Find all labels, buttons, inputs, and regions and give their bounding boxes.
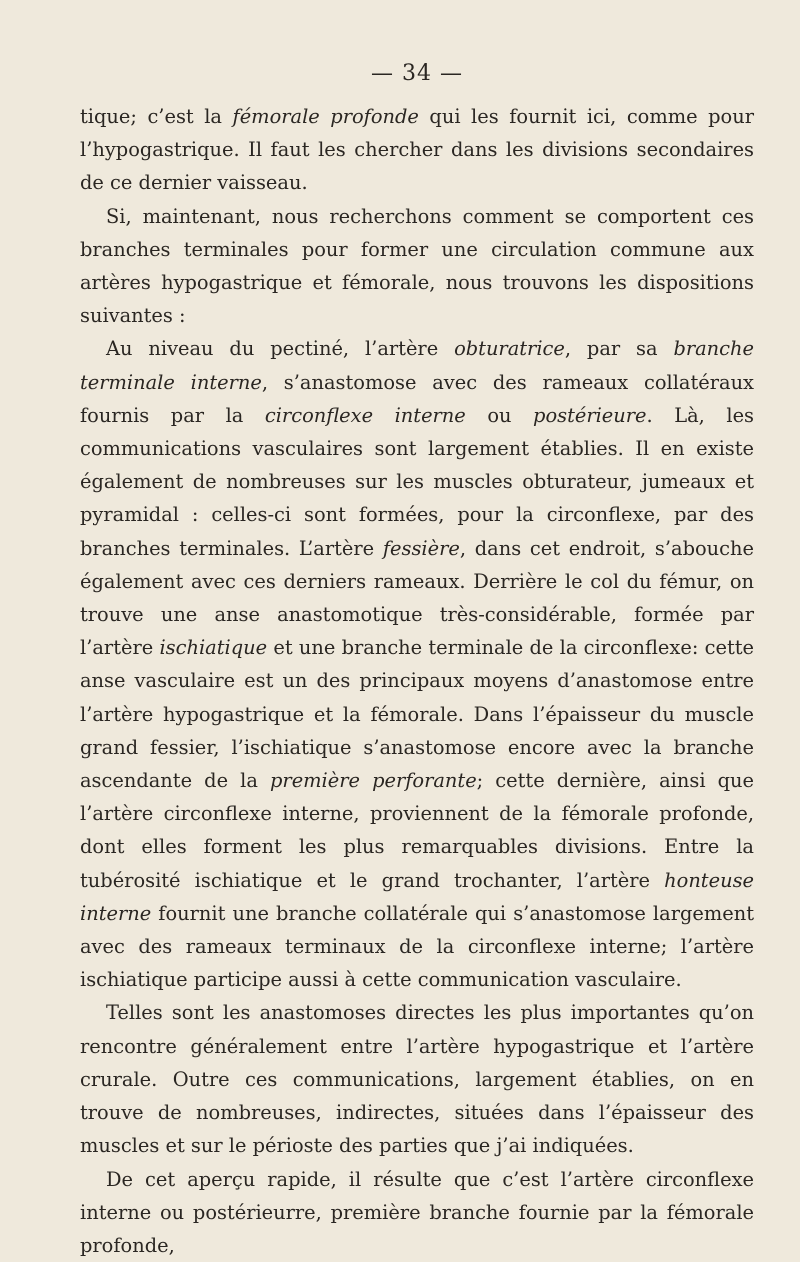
paragraph (80, 996, 754, 1162)
italic-term: branche terminale interne (80, 337, 754, 393)
paragraph (80, 1163, 754, 1262)
paragraph (80, 332, 754, 996)
italic-term: ischiatique (159, 636, 267, 659)
text-run: , s’anastomose avec des rameaux collatéraux fournis par la (80, 371, 754, 427)
text-run: , dans cet endroit, s’abouche également avec ces derniers rameaux. Derrière le col du fémur, on trouve une anse anastomotique très-considérable, formée par l’artère (80, 537, 754, 660)
text-run: ; cette dernière, ainsi que l’artère circonflexe interne, proviennent de la fémorale profonde, dont elles forment les plus remarquables divisions. Entre la tubérosité ischiatique et le grand trochanter, l’artère (80, 769, 754, 892)
text-run: tique; c’est la (80, 105, 233, 128)
italic-term: fessière (383, 537, 460, 560)
text-run: De cet aperçu rapide, il résulte que c’est l’artère circonflexe interne ou postérieurre, première branche fournie par la fémorale profonde, (80, 1168, 754, 1257)
text-run: Au niveau du pectiné, l’artère (106, 337, 454, 360)
italic-term: honteuse interne (80, 869, 754, 925)
text-run: Si, maintenant, nous recherchons comment se comportent ces branches terminales pour former une circulation commune aux artères hypogastrique et fémorale, nous trouvons les dispositions suivantes : (80, 205, 754, 328)
text-run: Telles sont les anastomoses directes les plus importantes qu’on rencontre généralement entre l’artère hypogastrique et l’artère crurale. Outre ces communications, largement établies, on en trouve de nombreuses, indirectes, situées dans l’épaisseur des muscles et sur le périoste des parties que j’ai indiquées. (80, 1001, 754, 1157)
italic-term: fémorale profonde (233, 105, 419, 128)
body-text (80, 100, 754, 1262)
italic-term: obturatrice (454, 337, 565, 360)
text-run: qui les fournit ici, comme pour l’hypogastrique. Il faut les chercher dans les divisions secondaires de ce dernier vaisseau. (80, 105, 754, 194)
text-run: fournit une branche collatérale qui s’anastomose largement avec des rameaux terminaux de la circonflexe interne; l’artère ischiatique participe aussi à cette communication vasculaire. (80, 902, 754, 991)
paragraph (80, 200, 754, 333)
text-run: , par sa (565, 337, 674, 360)
text-run: . Là, les communications vasculaires sont largement établies. Il en existe également de nombreuses sur les muscles obturateur, jumeaux et pyramidal : celles-ci sont formées, pour la circonflexe, par des branches terminales. L’artère (80, 404, 754, 560)
italic-term: première perforante (270, 769, 477, 792)
paragraph (80, 100, 754, 200)
text-run: ou (466, 404, 533, 427)
italic-term: postérieure (533, 404, 647, 427)
italic-term: circonflexe interne (265, 404, 466, 427)
text-run: et une branche terminale de la circonflexe: cette anse vasculaire est un des principaux moyens d’anastomose entre l’artère hypogastrique et la fémorale. Dans l’épaisseur du muscle grand fessier, l’ischiatique s’anastomose encore avec la branche ascendante de la (80, 636, 754, 792)
page-number: — 34 — (80, 60, 754, 88)
